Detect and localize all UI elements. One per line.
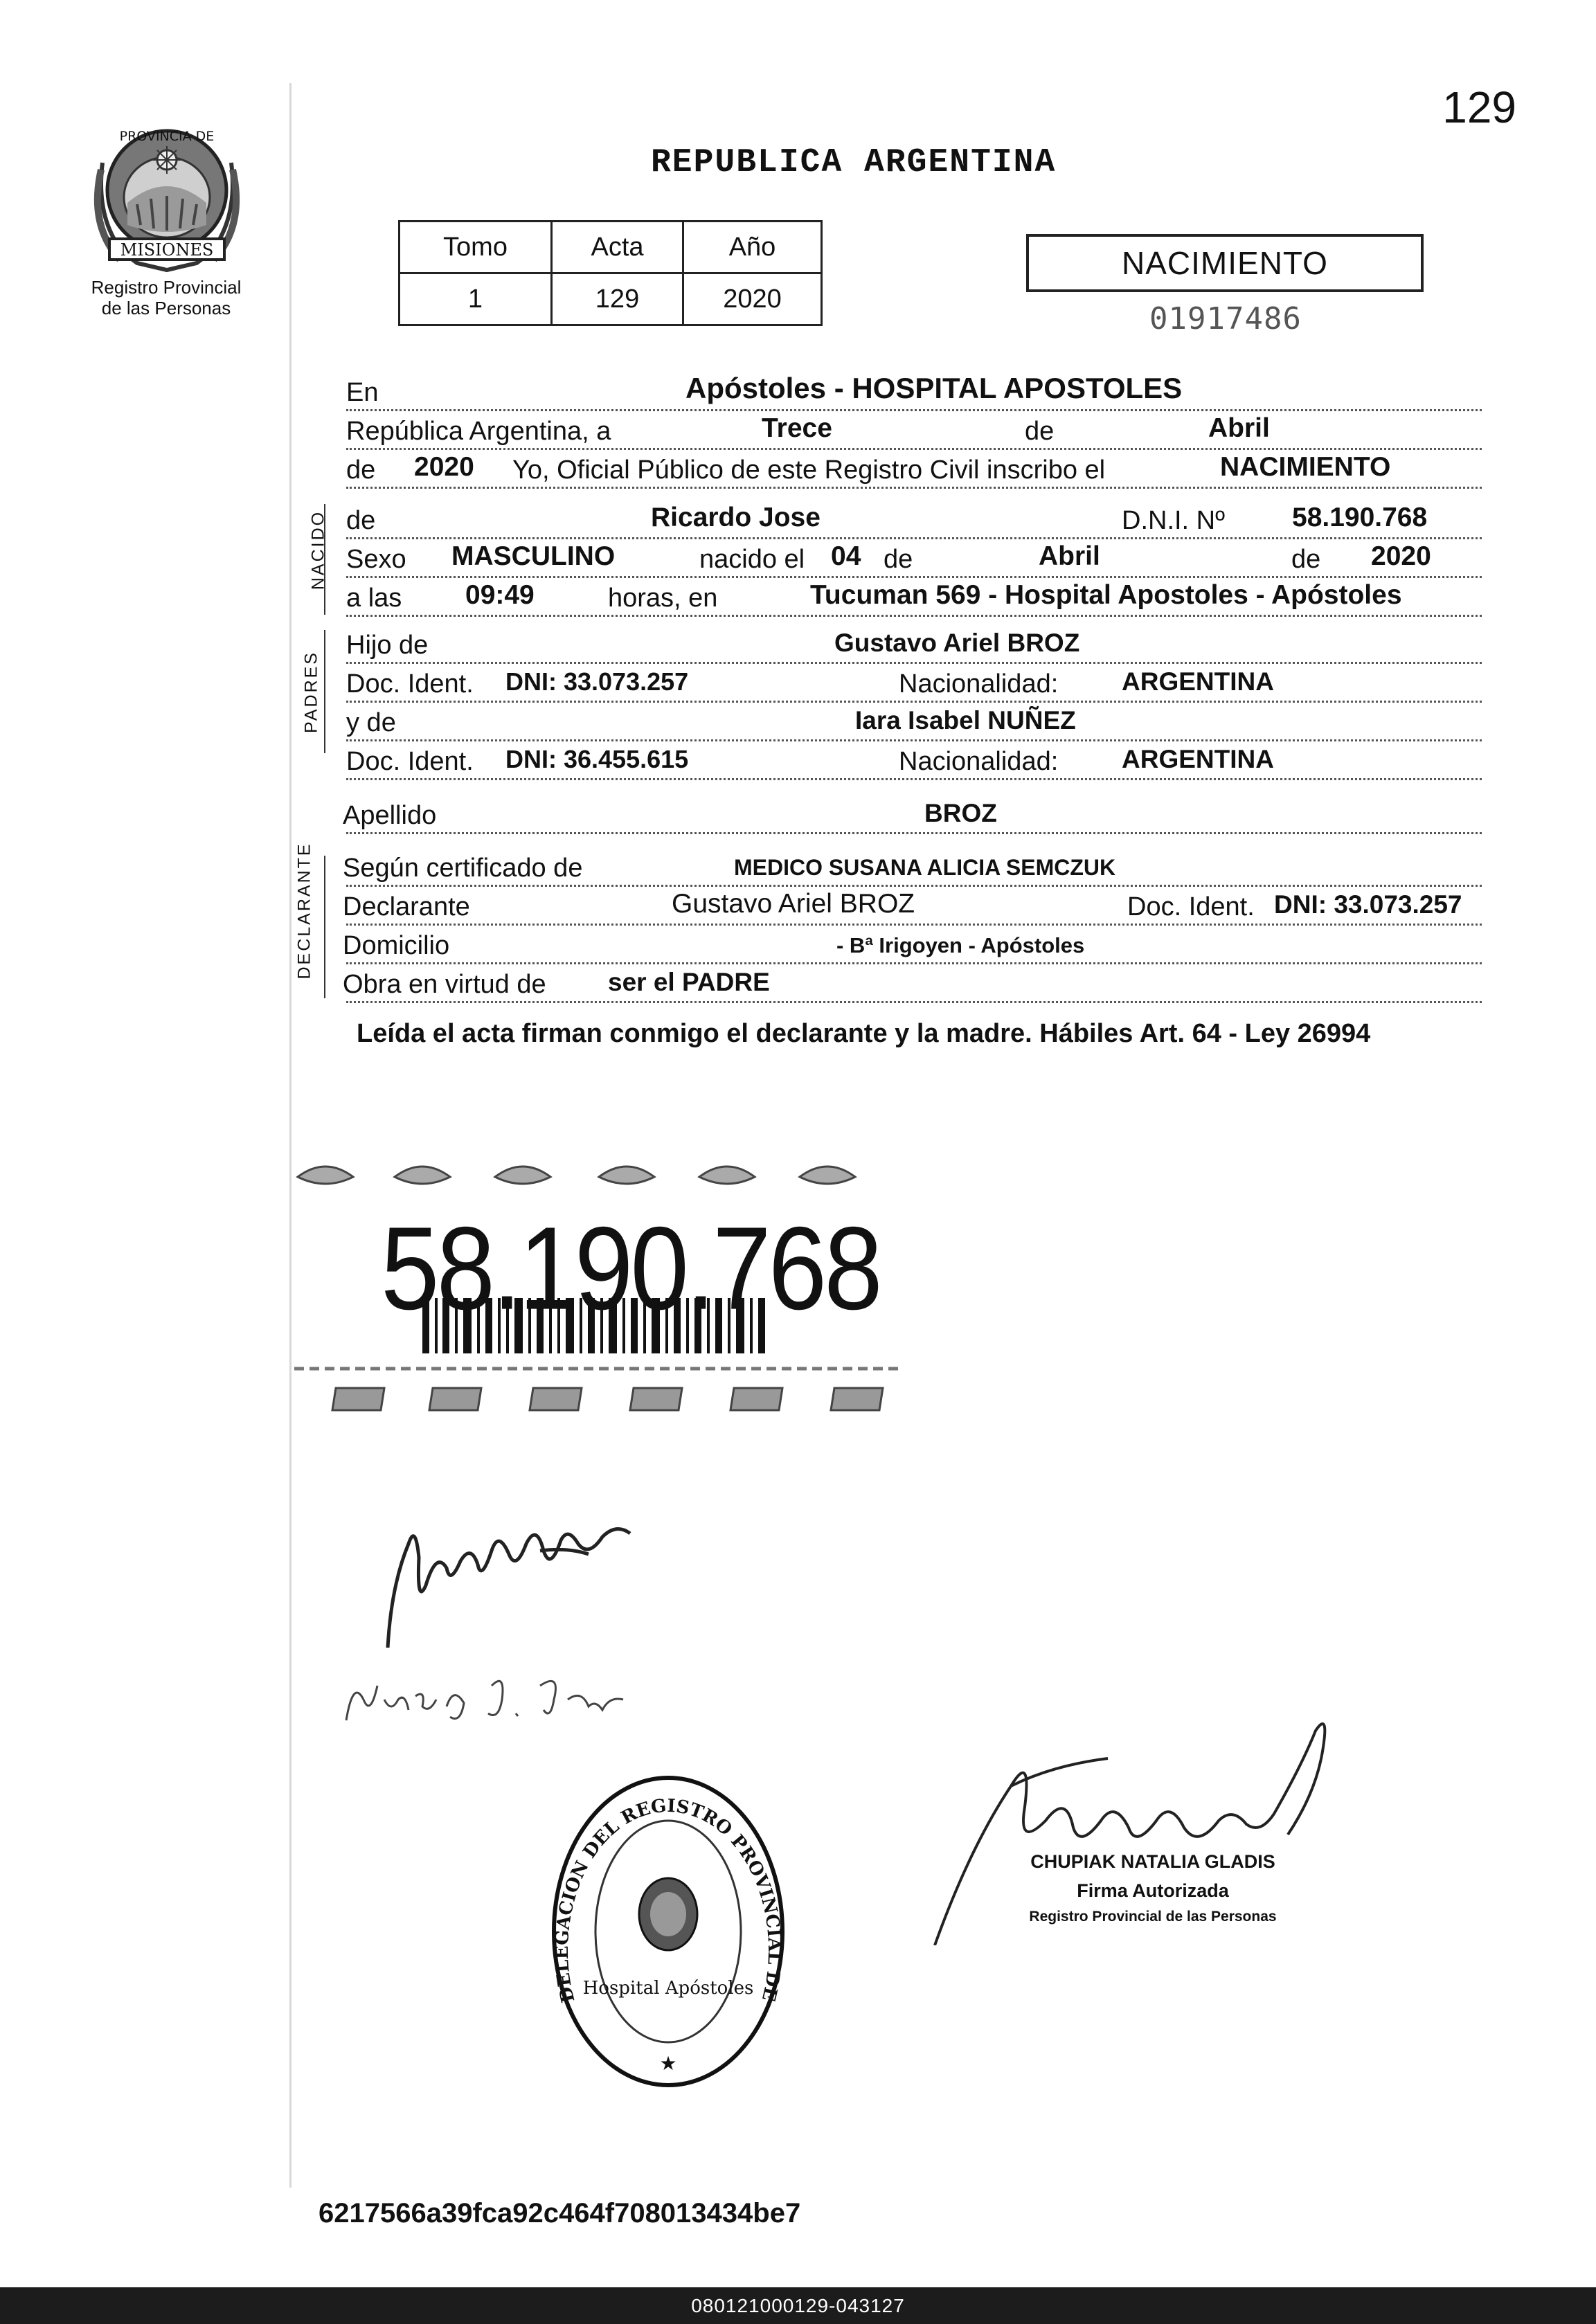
madre-doc: DNI: 36.455.615 <box>505 745 689 773</box>
lugar-value: Tucuman 569 - Hospital Apostoles - Apóstoles <box>810 580 1402 610</box>
padres-section-bar <box>324 630 325 753</box>
logo-caption-line1: Registro Provincial <box>91 277 242 298</box>
acta-header: Acta <box>552 222 683 273</box>
nacido-section-label: NACIDO <box>308 510 328 591</box>
declarante-value: Gustavo Ariel BROZ <box>672 889 915 919</box>
tomo-value: 1 <box>400 273 552 325</box>
row-sexo <box>346 537 1482 578</box>
official-role: Firma Autorizada <box>1077 1880 1229 1901</box>
declarante-doc-label: Doc. Ident. <box>1127 892 1255 921</box>
row-nacido-nombre <box>346 498 1482 539</box>
de-label: de <box>1025 417 1055 446</box>
oficial-text: Yo, Oficial Público de este Registro Civil inscribo el <box>512 456 1106 485</box>
anio-header: Año <box>683 222 822 273</box>
month-value: Abril <box>1208 413 1270 443</box>
domicilio-value: - Bª Irigoyen - Apóstoles <box>836 933 1085 957</box>
dni-value: 58.190.768 <box>1292 503 1428 532</box>
record-number-table <box>398 220 823 326</box>
row-madre-doc <box>346 739 1482 780</box>
hora-value: 09:49 <box>465 580 535 610</box>
row-hora <box>346 576 1482 617</box>
misiones-coat-of-arms-logo <box>82 121 252 277</box>
serial-number: 01917486 <box>1149 301 1302 336</box>
dni-label: D.N.I. Nº <box>1122 506 1225 535</box>
anio-value: 2020 <box>683 273 822 325</box>
nacido-year: 2020 <box>1371 541 1431 571</box>
official-name: CHUPIAK NATALIA GLADIS <box>1030 1851 1275 1872</box>
row-fecha <box>346 409 1482 450</box>
nacido-day: 04 <box>831 541 861 571</box>
svg-text:★: ★ <box>659 2053 677 2074</box>
alas-label: a las <box>346 584 402 613</box>
nacionalidad-label-2: Nacionalidad: <box>899 747 1059 776</box>
official-office: Registro Provincial de las Personas <box>1029 1909 1277 1925</box>
registry-round-stamp <box>547 1772 789 2091</box>
row-padre-doc <box>346 662 1482 703</box>
tomo-header: Tomo <box>400 222 552 273</box>
obra-value: ser el PADRE <box>608 968 770 996</box>
domicilio-label: Domicilio <box>343 931 450 960</box>
row-oficial <box>346 448 1482 489</box>
logo-banner-text: MISIONES <box>120 240 214 260</box>
en-label: En <box>346 378 379 407</box>
row-certificado <box>343 846 1482 887</box>
inscribo-value: NACIMIENTO <box>1220 452 1391 482</box>
row-hijo <box>346 623 1482 664</box>
padres-section-label: PADRES <box>301 651 321 733</box>
nacido-label: nacido el <box>699 545 805 574</box>
document-hash: 6217566a39fca92c464f708013434be7 <box>319 2198 801 2228</box>
record-table-value-row <box>400 273 822 325</box>
doc-label: Doc. Ident. <box>346 669 474 699</box>
apellido-label: Apellido <box>343 801 437 830</box>
declarante-section-label: DECLARANTE <box>294 842 314 980</box>
de-label-5: de <box>1291 545 1321 574</box>
nacionalidad-label: Nacionalidad: <box>899 669 1059 699</box>
declarante-doc-value: DNI: 33.073.257 <box>1274 890 1462 919</box>
dni-sticker-number: 58.190.768 <box>381 1202 880 1335</box>
row-declarante <box>343 885 1482 926</box>
madre-signature <box>332 1658 644 1734</box>
year-value: 2020 <box>414 452 474 482</box>
logo-ring-text: PROVINCIA DE <box>119 129 215 144</box>
yde-label: y de <box>346 708 396 737</box>
republica-label: República Argentina, a <box>346 417 611 446</box>
record-type-box: NACIMIENTO <box>1026 234 1424 292</box>
de-label-4: de <box>884 545 913 574</box>
acta-value: 129 <box>552 273 683 325</box>
horas-label: horas, en <box>608 584 718 613</box>
madre-value: Iara Isabel NUÑEZ <box>855 706 1076 735</box>
name-value: Ricardo Jose <box>651 503 821 532</box>
r-emblem-row <box>332 1388 883 1410</box>
hijo-label: Hijo de <box>346 631 429 660</box>
apellido-value: BROZ <box>924 799 997 827</box>
padre-value: Gustavo Ariel BROZ <box>834 629 1080 657</box>
padre-doc: DNI: 33.073.257 <box>505 667 689 696</box>
page-margin-line <box>289 83 292 2188</box>
row-obra <box>343 962 1482 1003</box>
en-value: Apóstoles - HOSPITAL APOSTOLES <box>685 372 1183 404</box>
obra-label: Obra en virtud de <box>343 970 546 999</box>
document-title: REPUBLICA ARGENTINA <box>651 144 1057 181</box>
closing-statement: Leída el acta firman conmigo el declarante y la madre. Hábiles Art. 64 - Ley 26994 <box>357 1019 1371 1048</box>
stamp-ring-text: DELEGACION DEL REGISTRO PROVINCIAL DE <box>551 1795 785 2005</box>
de-label-3: de <box>346 506 376 535</box>
logo-caption <box>69 277 263 318</box>
row-en <box>346 370 1482 411</box>
row-madre <box>346 701 1482 741</box>
declarante-label: Declarante <box>343 892 470 921</box>
madre-nacionalidad: ARGENTINA <box>1122 745 1274 773</box>
nacido-month: Abril <box>1039 541 1100 571</box>
row-domicilio <box>343 924 1482 964</box>
wave-emblem-row <box>298 1166 855 1184</box>
certificado-value: MEDICO SUSANA ALICIA SEMCZUK <box>734 855 1116 880</box>
row-apellido <box>343 793 1482 834</box>
page-number: 129 <box>1442 82 1516 132</box>
logo-caption-line2: de las Personas <box>101 298 231 318</box>
doc-label-2: Doc. Ident. <box>346 747 474 776</box>
declarante-signature <box>360 1502 651 1661</box>
record-table-header-row <box>400 222 822 273</box>
footer-id-bar: 080121000129-043127 <box>0 2287 1596 2324</box>
declarante-section-bar <box>324 856 325 998</box>
sexo-value: MASCULINO <box>451 541 616 571</box>
day-value: Trece <box>762 413 832 443</box>
sexo-label: Sexo <box>346 545 406 574</box>
padre-nacionalidad: ARGENTINA <box>1122 667 1274 696</box>
de-label-2: de <box>346 456 376 485</box>
segun-label: Según certificado de <box>343 854 583 883</box>
stamp-inner-text: Hospital Apóstoles <box>582 1978 754 1999</box>
